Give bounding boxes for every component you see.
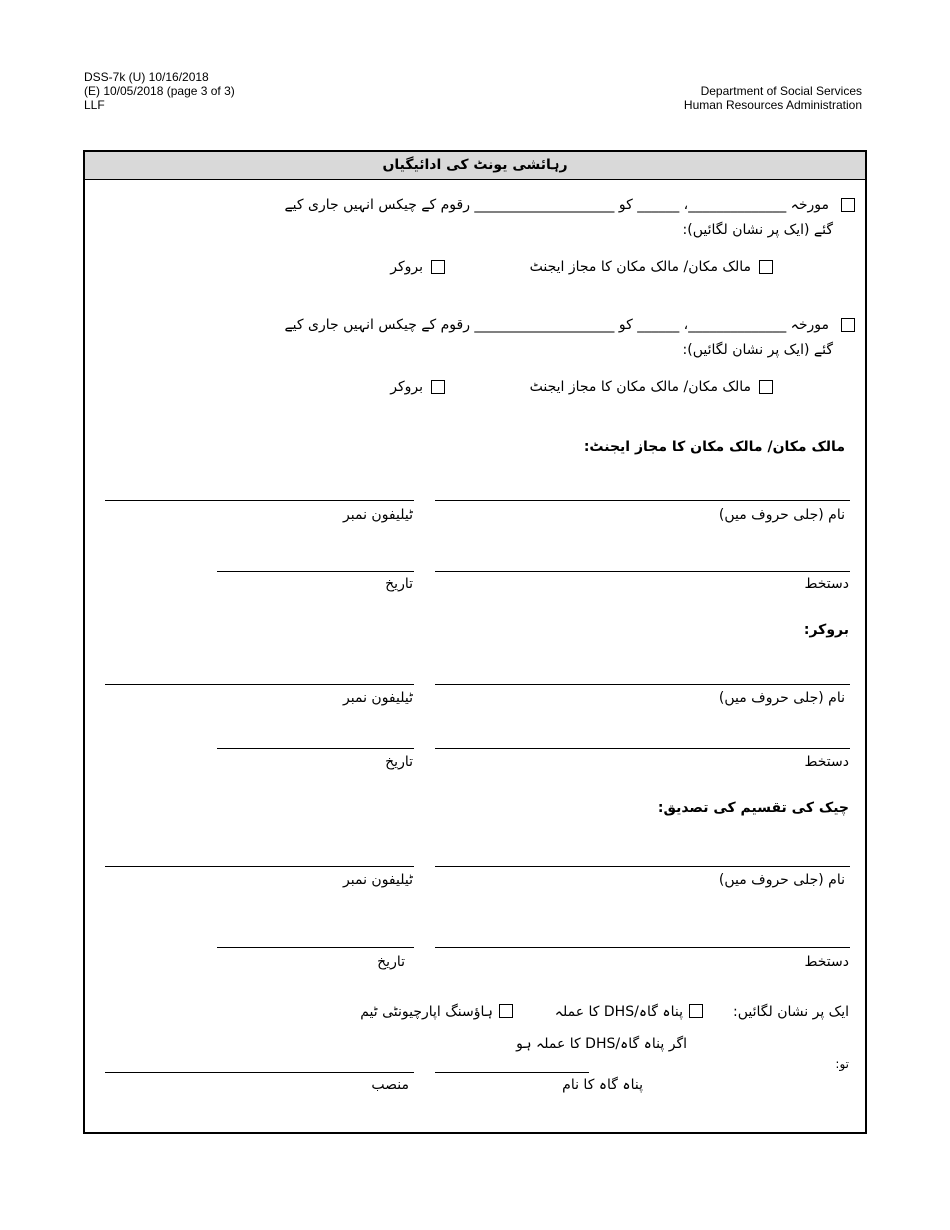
verification-signature-line[interactable] (435, 947, 850, 948)
landlord-date-label: تاریخ (385, 576, 413, 592)
payment-2-broker-label: بروکر (390, 379, 423, 395)
verification-signature-label: دستخط (804, 954, 849, 970)
form-edition: (E) 10/05/2018 (page 3 of 3) (84, 84, 235, 98)
form-id-block (84, 70, 235, 112)
payment-1-broker-checkbox[interactable] (431, 260, 445, 274)
verification-section-heading: چیک کی تقسیم کی تصدیق: (657, 800, 849, 816)
broker-name-label: نام (جلی حروف میں) (718, 690, 845, 706)
landlord-phone-line[interactable] (105, 500, 414, 501)
housing-team-checkbox[interactable] (499, 1004, 513, 1018)
payment-1-landlord-label: مالک مکان/ مالک مکان کا مجاز ایجنٹ (529, 259, 751, 275)
payment-1-instruction: گئے (ایک پر نشان لگائیں): (682, 222, 833, 238)
broker-section-heading: بروکر: (803, 622, 849, 638)
landlord-signature-line[interactable] (435, 571, 850, 572)
payment-2-landlord-label: مالک مکان/ مالک مکان کا مجاز ایجنٹ (529, 379, 751, 395)
broker-date-label: تاریخ (385, 754, 413, 770)
payment-2-line[interactable]: مورخہ ______________، ______ کو ____________________ رقوم کے چیکس انہیں جاری کیے (284, 317, 829, 333)
administration-name: Human Resources Administration (683, 98, 862, 112)
shelter-staff-label: پناہ گاہ/DHS کا عملہ (554, 1004, 683, 1020)
verification-phone-label: ٹیلیفون نمبر (343, 872, 413, 888)
form-code: LLF (84, 98, 105, 112)
position-label: منصب (371, 1077, 409, 1093)
payment-2-instruction: گئے (ایک پر نشان لگائیں): (682, 342, 833, 358)
landlord-section-heading: مالک مکان/ مالک مکان کا مجاز ایجنٹ: (583, 439, 845, 455)
payment-2-broker-checkbox[interactable] (431, 380, 445, 394)
payment-1-checkbox[interactable] (841, 198, 855, 212)
form-id: DSS-7k (U) 10/16/2018 (84, 70, 209, 84)
payment-2-checkbox[interactable] (841, 318, 855, 332)
housing-team-label: ہاؤسنگ اپارچیونٹی ٹیم (360, 1004, 493, 1020)
shelter-staff-checkbox[interactable] (689, 1004, 703, 1018)
verification-date-label: تاریخ (377, 954, 405, 970)
payment-2-landlord-checkbox[interactable] (759, 380, 773, 394)
payment-1-landlord-checkbox[interactable] (759, 260, 773, 274)
if-shelter-note: اگر پناہ گاہ/DHS کا عملہ ہو (516, 1036, 687, 1052)
landlord-phone-label: ٹیلیفون نمبر (343, 507, 413, 523)
form-title: رہائشی یونٹ کی ادائیگیاں (85, 152, 865, 180)
shelter-name-label: پناہ گاہ کا نام (562, 1077, 643, 1093)
broker-signature-label: دستخط (804, 754, 849, 770)
broker-signature-line[interactable] (435, 748, 850, 749)
broker-name-line[interactable] (435, 684, 850, 685)
department-name: Department of Social Services (700, 84, 862, 98)
broker-phone-line[interactable] (105, 684, 414, 685)
landlord-name-line[interactable] (435, 500, 850, 501)
form-frame (83, 150, 867, 1134)
payment-1-broker-label: بروکر (390, 259, 423, 275)
verification-name-line[interactable] (435, 866, 850, 867)
landlord-date-line[interactable] (217, 571, 414, 572)
agency-block (684, 84, 862, 112)
verification-date-line[interactable] (217, 947, 414, 948)
staff-prompt: ایک پر نشان لگائیں: (733, 1004, 849, 1020)
landlord-signature-label: دستخط (804, 576, 849, 592)
verification-name-label: نام (جلی حروف میں) (718, 872, 845, 888)
broker-date-line[interactable] (217, 748, 414, 749)
if-shelter-note-cont: تو: (835, 1057, 849, 1071)
broker-phone-label: ٹیلیفون نمبر (343, 690, 413, 706)
payment-1-line[interactable]: مورخہ ______________، ______ کو ____________________ رقوم کے چیکس انہیں جاری کیے (284, 197, 829, 213)
landlord-name-label: نام (جلی حروف میں) (718, 507, 845, 523)
shelter-name-line[interactable] (435, 1072, 589, 1073)
position-line[interactable] (105, 1072, 414, 1073)
verification-phone-line[interactable] (105, 866, 414, 867)
